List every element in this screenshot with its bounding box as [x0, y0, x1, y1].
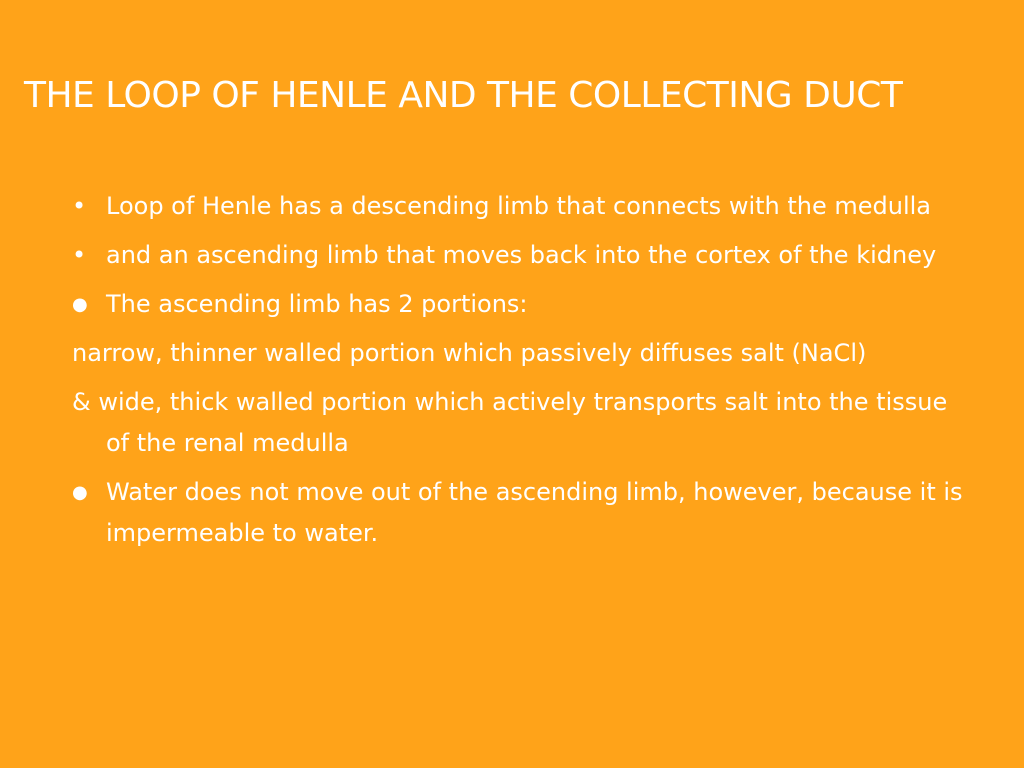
- slide-body: [72, 186, 972, 562]
- bullet-text: Water does not move out of the ascending limb, however, because it is impermeable to water.: [106, 478, 963, 547]
- bullet-icon: •: [72, 241, 87, 269]
- bullet-text: and an ascending limb that moves back into the cortex of the kidney: [106, 241, 937, 269]
- text-paragraph: [72, 382, 972, 464]
- paragraph-text: narrow, thinner walled portion which passively diffuses salt (NaCl): [72, 339, 867, 367]
- paragraph-text: & wide, thick walled portion which actively transports salt into the tissue of the renal medulla: [72, 388, 948, 457]
- bullet-item: [72, 186, 972, 227]
- bullet-icon: ●: [72, 294, 88, 315]
- bullet-text: The ascending limb has 2 portions:: [106, 290, 528, 318]
- bullet-text: Loop of Henle has a descending limb that connects with the medulla: [106, 192, 932, 220]
- bullet-item: [72, 235, 972, 276]
- slide-title: THE LOOP OF HENLE AND THE COLLECTING DUCT: [24, 75, 903, 116]
- text-paragraph: [72, 333, 972, 374]
- bullet-item: [72, 472, 972, 554]
- bullet-item: [72, 284, 972, 325]
- bullet-icon: •: [72, 192, 87, 220]
- bullet-icon: ●: [72, 482, 88, 503]
